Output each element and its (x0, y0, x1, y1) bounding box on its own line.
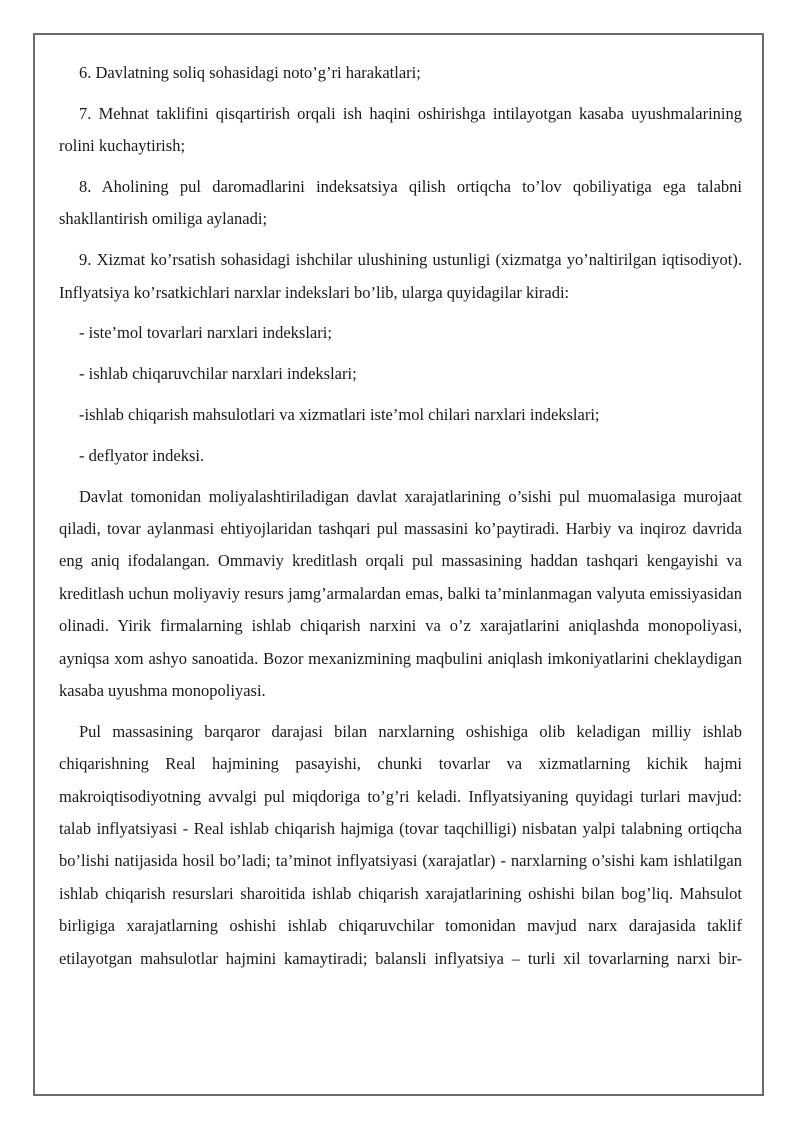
bullet-deflator-index: - deflyator indeksi. (79, 445, 205, 465)
paragraph-item-7: 7. Mehnat taklifini qisqartirish orqali ish haqini oshirishga intilayotgan kasaba uyushmalarining rolini kuchaytirish; (59, 103, 742, 156)
document-body (59, 57, 742, 975)
paragraph-government-spending: Davlat tomonidan moliyalashtiriladigan davlat xarajatlarining o’sishi pul muomalasiga murojaat qiladi, tovar aylanmasi ehtiyojlaridan tashqari pul massasini ko’paytiradi. Harbiy va inqiroz davrida eng aniq ifodalangan. Ommaviy kreditlash orqali pul massasining haddan tashqari kengayishi va kreditlash uchun moliyaviy resurs jamg’armalardan emas, balki ta’minlanmagan valyuta emissiyasidan olinadi. Yirik firmalarning ishlab chiqarish narxini va o’z xarajatlarini aniqlashda monopoliyasi, ayniqsa xom ashyo sanoatida. Bozor mexanizmining maqbulini aniqlash imkoniyatlarini cheklaydigan kasaba uyushma monopoliyasi. (59, 486, 742, 701)
paragraph-item-9: 9. Xizmat ko’rsatish sohasidagi ishchilar ulushining ustunligi (xizmatga yo’naltirilgan iqtisodiyot). Inflyatsiya ko’rsatkichlari narxlar indekslari bo’lib, ularga quyidagilar kiradi: (59, 250, 742, 302)
bullet-producer-price-index: - ishlab chiqaruvchilar narxlari indekslari; (79, 364, 357, 384)
paragraph-item-6: 6. Davlatning soliq sohasidagi noto’g’ri harakatlari; (79, 63, 421, 82)
paragraph-money-supply: Pul massasining barqaror darajasi bilan narxlarning oshishiga olib keladigan milliy ishlab chiqarishning Real hajmining pasayishi, chunki tovarlar va xizmatlarning kichik hajmi makroiqtisodiyotning avvalgi pul miqdoriga to’g’ri keladi. Inflyatsiyaning quyidagi turlari mavjud: talab inflyatsiyasi - Real ishlab chiqarish hajmiga (tovar taqchilligi) nisbatan yalpi talabning ortiqcha bo’lishi natijasida hosil bo’ladi; ta’minot inflyatsiyasi (xarajatlar) - narxlarning o’sishi kam ishlatilgan ishlab chiqarish resurslari sharoitida ishlab chiqarish xarajatlarining oshishi bilan bog’liq. Mahsulot birligiga xarajatlarning oshishi ishlab chiqaruvchilar tomonidan mavjud narx darajasida taklif etilayotgan mahsulotlar hajmini kamaytiradi; balansli inflyatsiya – turli xil tovarlarning narxi bir- (59, 721, 742, 968)
page-frame (33, 33, 764, 1096)
bullet-production-services-index: -ishlab chiqarish mahsulotlari va xizmatlari iste’mol chilari narxlari indekslari; (79, 405, 600, 424)
paragraph-item-8: 8. Aholining pul daromadlarini indeksatsiya qilish ortiqcha to’lov qobiliyatiga ega talabni shakllantirish omiliga aylanadi; (59, 177, 742, 229)
bullet-consumer-price-index: - iste’mol tovarlari narxlari indekslari; (79, 323, 332, 343)
